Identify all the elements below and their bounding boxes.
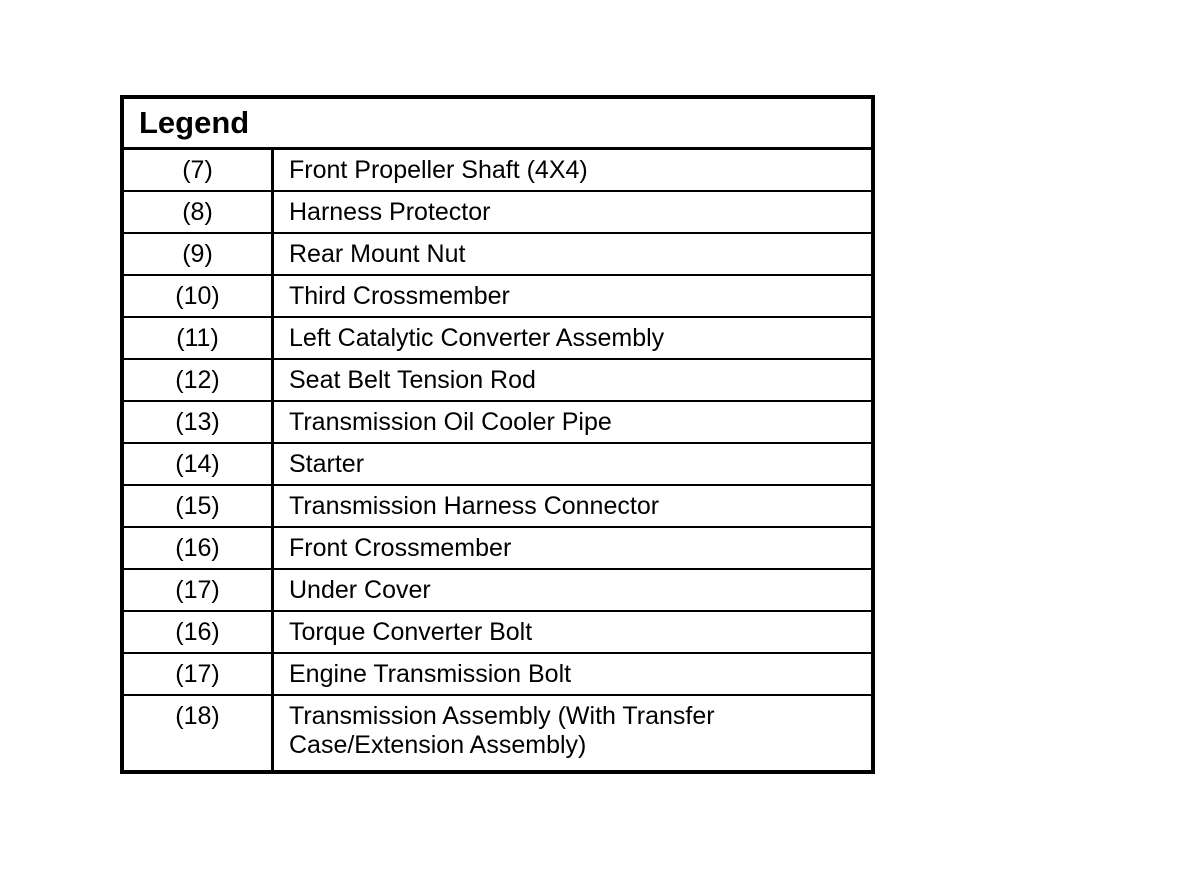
legend-row-number: (15) (124, 486, 274, 526)
legend-row-number: (14) (124, 444, 274, 484)
legend-row-description: Front Propeller Shaft (4X4) (289, 156, 588, 184)
legend-row (124, 570, 871, 612)
legend-row-description: Transmission Assembly (With Transfer Case/Extension Assembly) (289, 702, 715, 759)
legend-row (124, 192, 871, 234)
legend-row-number: (12) (124, 360, 274, 400)
legend-row-description: Front Crossmember (289, 534, 512, 562)
legend-table (120, 95, 875, 774)
legend-row (124, 360, 871, 402)
legend-row-description: Under Cover (289, 576, 431, 604)
legend-row (124, 318, 871, 360)
legend-row-number: (10) (124, 276, 274, 316)
legend-row-description: Engine Transmission Bolt (289, 660, 572, 688)
legend-row (124, 150, 871, 192)
legend-row (124, 276, 871, 318)
legend-row (124, 234, 871, 276)
legend-row-description: Transmission Oil Cooler Pipe (289, 408, 612, 436)
legend-row (124, 486, 871, 528)
legend-row (124, 654, 871, 696)
legend-row (124, 528, 871, 570)
legend-row (124, 696, 871, 770)
legend-row-description: Starter (289, 450, 365, 478)
legend-row-description: Transmission Harness Connector (289, 492, 660, 520)
legend-row (124, 612, 871, 654)
legend-row (124, 402, 871, 444)
legend-row-number: (7) (124, 150, 274, 190)
legend-row-description: Rear Mount Nut (289, 240, 466, 268)
legend-row-number: (16) (124, 528, 274, 568)
legend-row-number: (9) (124, 234, 274, 274)
legend-row-number: (17) (124, 654, 274, 694)
legend-row-description: Left Catalytic Converter Assembly (289, 324, 665, 352)
legend-row-number: (17) (124, 570, 274, 610)
legend-row-number: (8) (124, 192, 274, 232)
legend-row-description: Third Crossmember (289, 282, 510, 310)
legend-row-description: Torque Converter Bolt (289, 618, 533, 646)
legend-row-number: (16) (124, 612, 274, 652)
legend-row-number: (11) (124, 318, 274, 358)
legend-row-description: Seat Belt Tension Rod (289, 366, 536, 394)
legend-title: Legend (124, 99, 871, 150)
legend-row-number: (18) (124, 696, 274, 770)
legend-row-number: (13) (124, 402, 274, 442)
legend-row-description: Harness Protector (289, 198, 491, 226)
legend-row (124, 444, 871, 486)
